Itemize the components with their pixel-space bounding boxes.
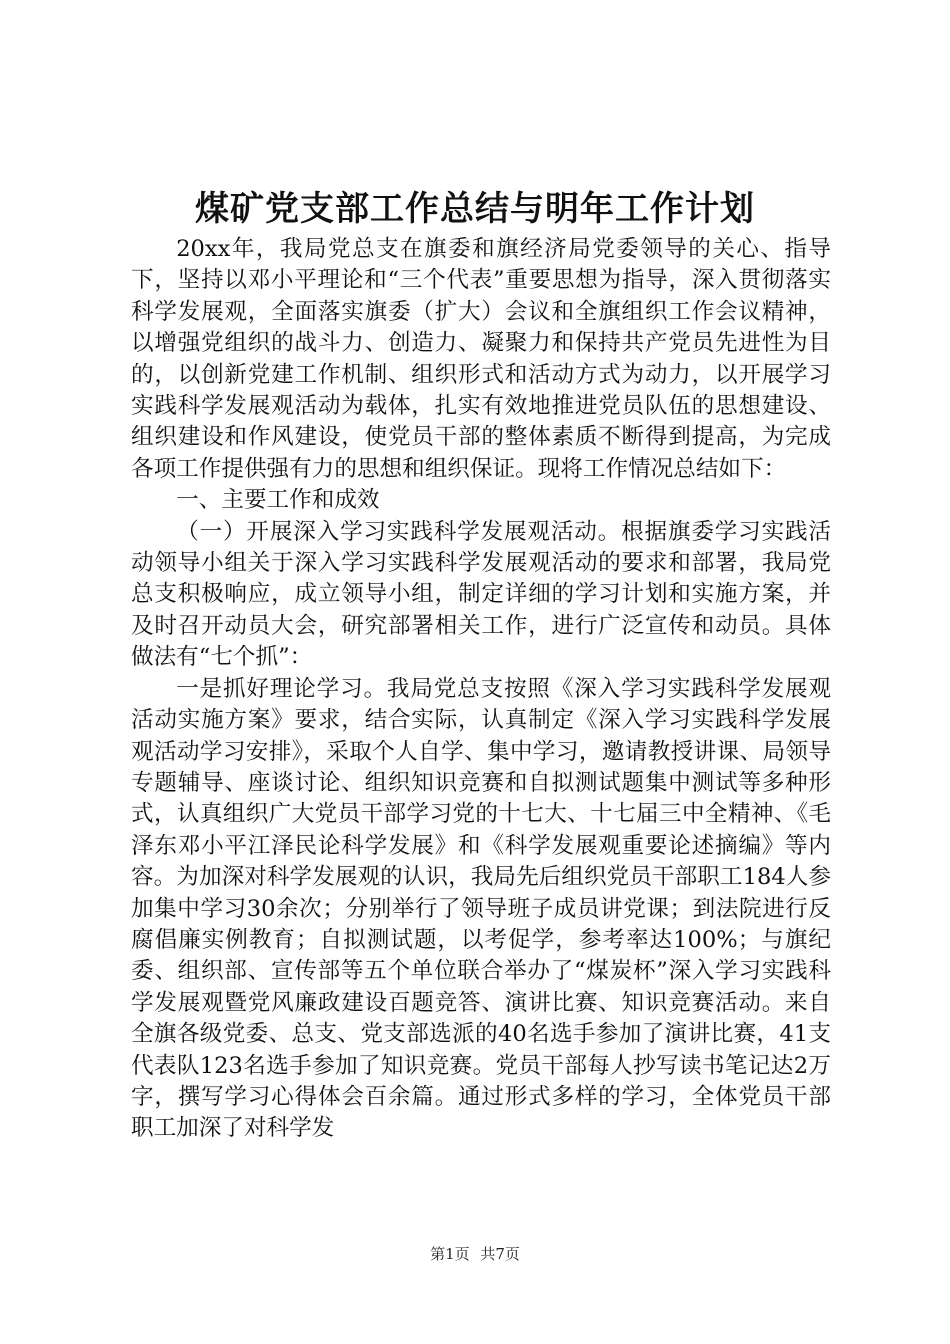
section-heading: 一、主要工作和成效: [176, 487, 380, 514]
page-footer: [0, 1244, 950, 1264]
page-total: 共7页: [480, 1245, 520, 1263]
page-number: 第1页: [430, 1245, 470, 1263]
theory-study-paragraph: 一是抓好理论学习。我局党总支按照《深入学习实践科学发展观活动实施方案》要求，结合实际，认真制定《深入学习实践科学发展观活动学习安排》，采取个人自学、集中学习，邀请教授讲课、局领导专题辅导、座谈讨论、组织知识竞赛和自拟测试题集中测试等多种形式，认真组织广大党员干部学习党的十七大、十七届三中全精神、《毛泽东邓小平江泽民论科学发展》和《科学发展观重要论述摘编》等内容。为加深对科学发展观的认识，我局先后组织党员干部职工184人参加集中学习30余次；分别举行了领导班子成员讲党课；到法院进行反腐倡廉实例教育；自拟测试题，以考促学，参考率达100%；与旗纪委、组织部、宣传部等五个单位联合举办了“煤炭杯”深入学习实践科学发展观暨党风廉政建设百题竞答、演讲比赛、知识竞赛活动。来自全旗各级党委、总支、党支部选派的40名选手参加了演讲比赛，41支代表队123名选手参加了知识竞赛。党员干部每人抄写读书笔记达2万字，撰写学习心得体会百余篇。通过形式多样的学习，全体党员干部职工加深了对科学发: [131, 675, 831, 1142]
document-body: [131, 234, 831, 1145]
document-title: 煤矿党支部工作总结与明年工作计划: [195, 189, 755, 229]
intro-paragraph: 20xx年，我局党总支在旗委和旗经济局党委领导的关心、指导下，坚持以邓小平理论和“三个代表”重要思想为指导，深入贯彻落实科学发展观，全面落实旗委（扩大）会议和全旗组织工作会议精神，以增强党组织的战斗力、创造力、凝聚力和保持共产党员先进性为目的，以创新党建工作机制、组织形式和活动方式为动力，以开展学习实践科学发展观活动为载体，扎实有效地推进党员队伍的思想建设、组织建设和作风建设，使党员干部的整体素质不断得到提高，为完成各项工作提供强有力的思想和组织保证。现将工作情况总结如下：: [131, 236, 831, 482]
subsection-paragraph: （一）开展深入学习实践科学发展观活动。根据旗委学习实践活动领导小组关于深入学习实践科学发展观活动的要求和部署，我局党总支积极响应，成立领导小组，制定详细的学习计划和实施方案，并及时召开动员大会，研究部署相关工作，进行广泛宣传和动员。具体做法有“七个抓”：: [131, 518, 831, 671]
